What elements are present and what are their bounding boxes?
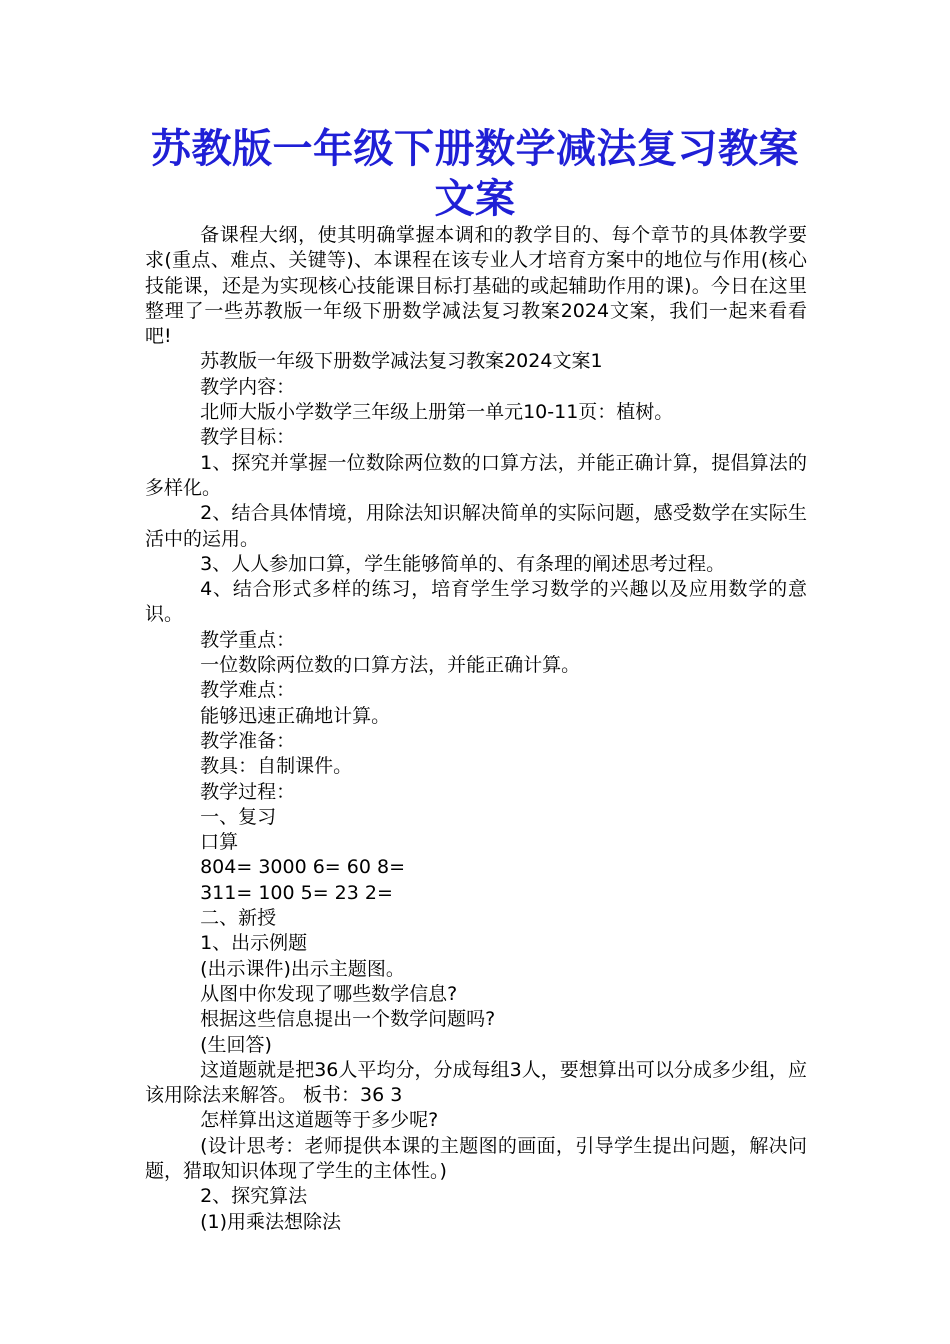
section-heading: 一、复习 — [200, 805, 277, 828]
section-heading: 二、新授 — [200, 907, 277, 930]
section-label: 教学目标： — [200, 426, 296, 449]
paragraph: (出示课件)出示主题图。 — [200, 957, 405, 980]
paragraph: 根据这些信息提出一个数学问题吗? — [200, 1008, 496, 1031]
section-label: 教学内容： — [200, 375, 296, 398]
objective-item: 2、结合具体情境，用除法知识解决简单的实际问题，感受数学在实际生活中的运用。 — [145, 502, 807, 550]
section-label: 教学难点： — [200, 679, 296, 702]
paragraph: 北师大版小学数学三年级上册第一单元10-11页：植树。 — [200, 401, 674, 424]
section-label: 教学准备： — [200, 729, 296, 752]
subsection-heading: 1、出示例题 — [200, 932, 308, 955]
intro-paragraph: 备课程大纲，使其明确掌握本调和的教学目的、每个章节的具体教学要求(重点、难点、关键等)、本课程在该专业人才培育方案中的地位与作用(核心技能课，还是为实现核心技能课目标打基础的或起辅助作用的课)。今日在这里整理了一些苏教版一年级下册数学减法复习教案2024文案，我们一起来看看吧! — [145, 224, 807, 348]
document-body — [145, 223, 807, 1235]
objective-item: 4、结合形式多样的练习，培育学生学习数学的兴趣以及应用数学的意识。 — [145, 578, 807, 626]
paragraph: 教具：自制课件。 — [200, 755, 353, 778]
document-title: 苏教版一年级下册数学减法复习教案文案 — [151, 125, 799, 222]
objective-item: 3、人人参加口算，学生能够简单的、有条理的阐述思考过程。 — [200, 552, 726, 575]
paragraph: 能够迅速正确地计算。 — [200, 704, 391, 727]
objective-item: 1、探究并掌握一位数除两位数的口算方法，并能正确计算，提倡算法的多样化。 — [145, 451, 807, 499]
lesson-heading: 苏教版一年级下册数学减法复习教案2024文案1 — [200, 350, 603, 373]
paragraph: (生回答) — [200, 1033, 272, 1056]
paragraph: (设计思考：老师提供本课的主题图的画面，引导学生提出问题，解决问题，猎取知识体现了学生的主体性。) — [145, 1134, 807, 1182]
subsection-heading: 2、探究算法 — [200, 1185, 308, 1208]
math-line: 311= 100 5= 23 2= — [200, 881, 393, 904]
paragraph: 口算 — [200, 831, 239, 854]
section-label: 教学重点： — [200, 628, 296, 651]
paragraph: 一位数除两位数的口算方法，并能正确计算。 — [200, 654, 581, 677]
paragraph: 怎样算出这道题等于多少呢? — [200, 1109, 439, 1132]
section-label: 教学过程： — [200, 780, 296, 803]
paragraph: 这道题就是把36人平均分，分成每组3人，要想算出可以分成多少组，应该用除法来解答。 板书：36 3 — [145, 1058, 807, 1107]
paragraph: 从图中你发现了哪些数学信息? — [200, 982, 458, 1005]
math-line: 804= 3000 6= 60 8= — [200, 856, 405, 879]
paragraph: (1)用乘法想除法 — [200, 1210, 342, 1233]
